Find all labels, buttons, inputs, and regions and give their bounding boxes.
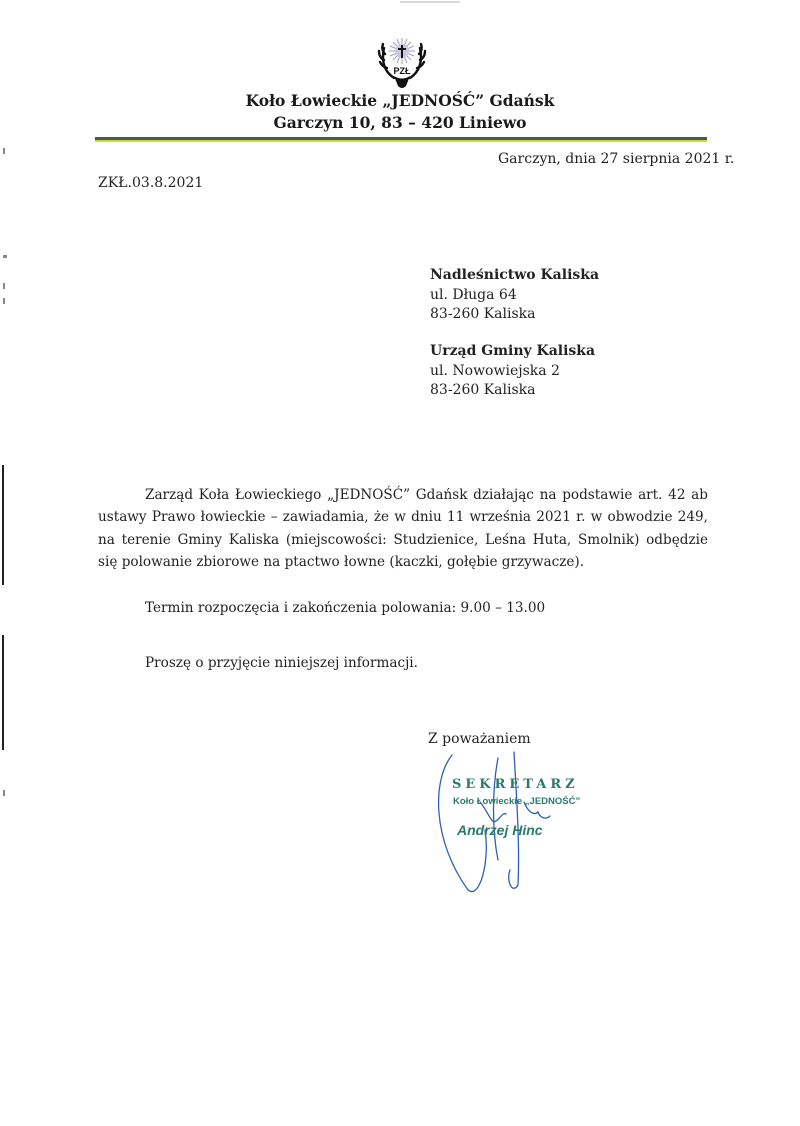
header-divider — [95, 137, 707, 142]
stamp-organization: Koło Łowieckie „JEDNOŚĆ” — [453, 796, 581, 807]
scan-artifact — [3, 255, 7, 258]
body-paragraph-request: Proszę o przyjęcie niniejszej informacji. — [145, 655, 418, 671]
scan-artifact — [3, 148, 5, 154]
logo-text: PZŁ — [393, 66, 411, 76]
closing-salutation: Z poważaniem — [428, 731, 531, 747]
scan-artifact — [3, 790, 5, 796]
recipient-name: Urząd Gminy Kaliska — [430, 343, 596, 359]
scan-artifact — [400, 1, 460, 3]
organization-address: Garczyn 10, 83 – 420 Liniewo — [273, 113, 527, 132]
body-paragraph-notice: Zarząd Koła Łowieckiego „JEDNOŚĆ” Gdańsk działając na podstawie art. 42 ab ustawy Prawo łowieckie – zawiadamia, że w dniu 11 września 2021 r. w obwodzie 249, na terenie Gminy Kaliska (miejscowości: Studzienice, Leśna Huta, Smolnik) odbędzie się polowanie zbiorowe na ptactwo łowne (kaczki, gołębie grzywacze). — [98, 487, 708, 570]
recipient-block — [430, 266, 599, 325]
recipient-street: ul. Długa 64 — [430, 286, 517, 303]
header-divider-light — [95, 140, 707, 142]
recipient-city: 83-260 Kaliska — [430, 306, 536, 322]
recipient-name: Nadleśnictwo Kaliska — [430, 267, 600, 283]
scan-artifact — [3, 283, 5, 289]
recipient-street: ul. Nowowiejska 2 — [430, 362, 560, 379]
pzl-emblem-logo — [377, 34, 427, 90]
scan-artifact — [3, 298, 5, 304]
scan-edge — [2, 465, 4, 585]
scan-edge — [2, 635, 4, 750]
organization-name: Koło Łowieckie „JEDNOŚĆ” Gdańsk — [245, 91, 555, 110]
place-and-date: Garczyn, dnia 27 sierpnia 2021 r. — [498, 151, 735, 167]
stamp-signatory-name: Andrzej Hinc — [457, 822, 543, 838]
recipient-block — [430, 342, 595, 401]
stamp-title: SEKRETARZ — [452, 777, 579, 792]
recipient-city: 83-260 Kaliska — [430, 382, 536, 398]
body-paragraph-hours: Termin rozpoczęcia i zakończenia polowania: 9.00 – 13.00 — [145, 600, 546, 616]
reference-number: ZKŁ.03.8.2021 — [98, 175, 204, 191]
